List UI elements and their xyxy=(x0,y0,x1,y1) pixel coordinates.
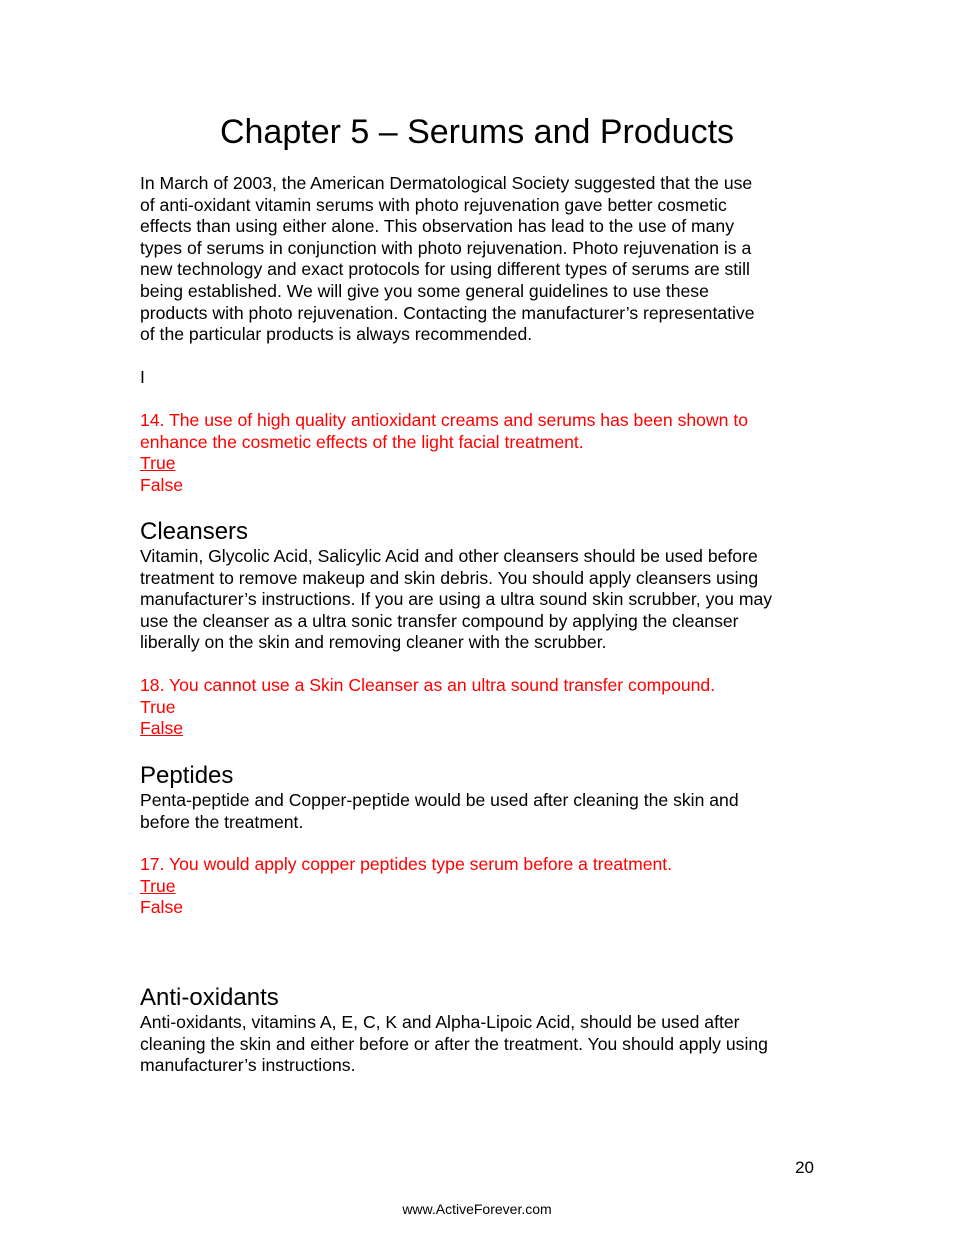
paragraph-line: manufacturer’s instructions. If you are using a ultra sound skin scrubber, you may xyxy=(140,589,773,610)
peptides-paragraph xyxy=(140,790,820,833)
question-text: 14. The use of high quality antioxidant creams and serums has been shown to xyxy=(140,410,749,430)
paragraph-line: manufacturer’s instructions. xyxy=(140,1055,356,1076)
answer-false-selected: False xyxy=(140,718,184,739)
paragraph-line: treatment to remove makeup and skin debris. You should apply cleansers using xyxy=(140,567,759,588)
section-heading-antioxidants: Anti-oxidants xyxy=(140,984,279,1011)
intro-line: effects than using either alone. This observation has lead to the use of many xyxy=(140,216,735,237)
stray-character: I xyxy=(140,367,145,387)
paragraph-line: Vitamin, Glycolic Acid, Salicylic Acid and other cleansers should be used before xyxy=(140,546,758,566)
paragraph-line: use the cleanser as a ultra sonic transfer compound by applying the cleanser xyxy=(140,610,739,631)
question-text: 18. You cannot use a Skin Cleanser as an ultra sound transfer compound. xyxy=(140,675,716,695)
paragraph-line: Penta-peptide and Copper-peptide would be used after cleaning the skin and xyxy=(140,790,739,810)
intro-line: of the particular products is always recommended. xyxy=(140,324,533,345)
section-heading-peptides: Peptides xyxy=(140,762,234,789)
question-14 xyxy=(140,410,820,496)
paragraph-line: Anti-oxidants, vitamins A, E, C, K and Alpha-Lipoic Acid, should be used after xyxy=(140,1012,740,1032)
footer-url: www.ActiveForever.com xyxy=(402,1201,552,1217)
intro-line: types of serums in conjunction with photo rejuvenation. Photo rejuvenation is a xyxy=(140,237,752,258)
question-text: enhance the cosmetic effects of the light facial treatment. xyxy=(140,431,584,452)
paragraph-line: cleaning the skin and either before or after the treatment. You should apply using xyxy=(140,1033,768,1054)
question-18 xyxy=(140,675,820,740)
intro-line: products with photo rejuvenation. Contacting the manufacturer’s representative xyxy=(140,302,755,323)
page-number: 20 xyxy=(795,1158,814,1177)
answer-true: True xyxy=(140,696,176,717)
intro-line: being established. We will give you some general guidelines to use these xyxy=(140,280,709,301)
page-title: Chapter 5 – Serums and Products xyxy=(219,113,735,151)
intro-line: new technology and exact protocols for using different types of serums are still xyxy=(140,259,750,280)
section-heading-cleansers: Cleansers xyxy=(140,518,249,545)
answer-true-selected: True xyxy=(140,875,176,896)
cleansers-paragraph xyxy=(140,546,820,654)
intro-line: of anti-oxidant vitamin serums with photo rejuvenation gave better cosmetic xyxy=(140,194,727,215)
question-17 xyxy=(140,854,820,919)
antioxidants-paragraph xyxy=(140,1012,820,1077)
paragraph-line: before the treatment. xyxy=(140,811,304,832)
intro-line: In March of 2003, the American Dermatological Society suggested that the use xyxy=(140,173,753,193)
intro-paragraph xyxy=(140,173,820,346)
answer-false: False xyxy=(140,897,184,918)
paragraph-line: liberally on the skin and removing cleaner with the scrubber. xyxy=(140,632,607,653)
answer-true-selected: True xyxy=(140,453,176,474)
answer-false: False xyxy=(140,474,184,495)
question-text: 17. You would apply copper peptides type serum before a treatment. xyxy=(140,854,673,874)
